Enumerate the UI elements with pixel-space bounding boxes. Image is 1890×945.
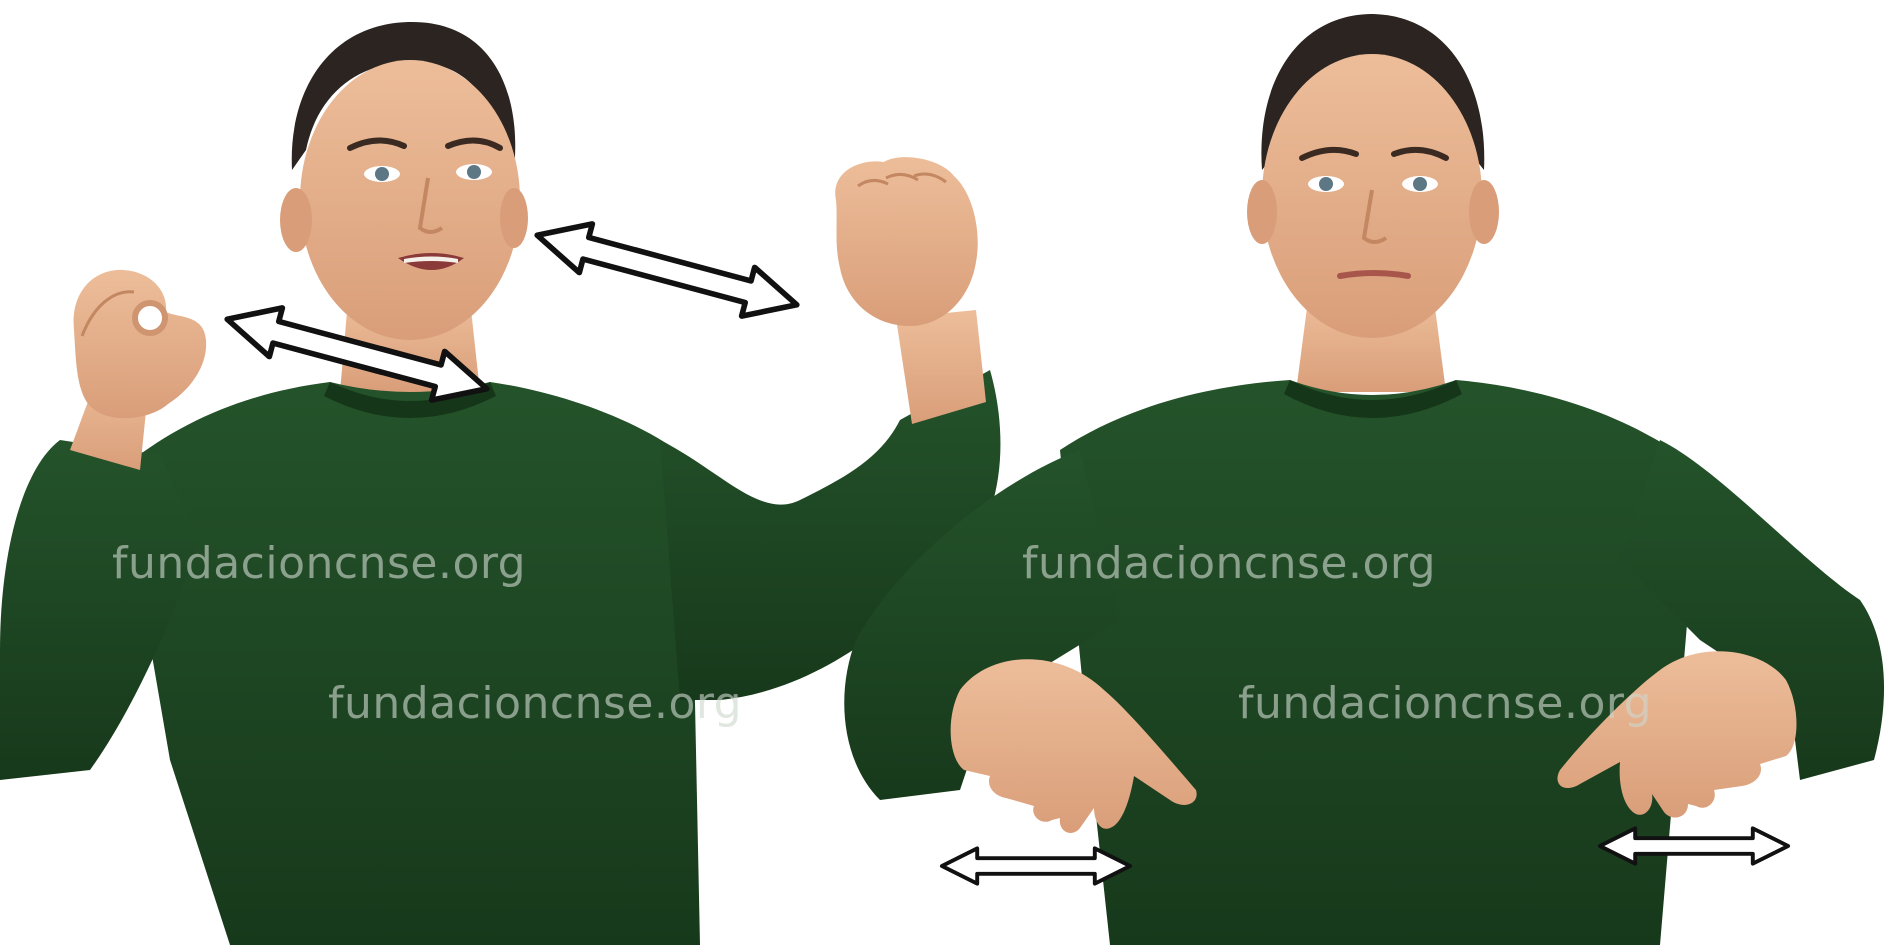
watermark: fundacioncnse.org — [1022, 538, 1437, 589]
double-arrow-icon — [1600, 828, 1788, 863]
left-ear-right — [500, 188, 528, 248]
left-fist-r — [835, 157, 978, 326]
left-ear-left — [280, 188, 312, 252]
left-hand-l — [74, 270, 207, 418]
double-arrow-icon — [531, 211, 804, 329]
watermark: fundacioncnse.org — [112, 538, 527, 589]
right-signer — [844, 14, 1884, 945]
watermark: fundacioncnse.org — [1238, 678, 1653, 729]
double-arrow-icon — [942, 848, 1130, 883]
watermark: fundacioncnse.org — [328, 678, 743, 729]
left-head — [300, 60, 520, 340]
right-ear-right — [1469, 180, 1499, 244]
right-ear-left — [1247, 180, 1277, 244]
right-mouth — [1340, 273, 1408, 276]
right-torso — [1060, 380, 1700, 945]
left-signer — [0, 22, 1000, 945]
left-torso — [120, 382, 700, 945]
